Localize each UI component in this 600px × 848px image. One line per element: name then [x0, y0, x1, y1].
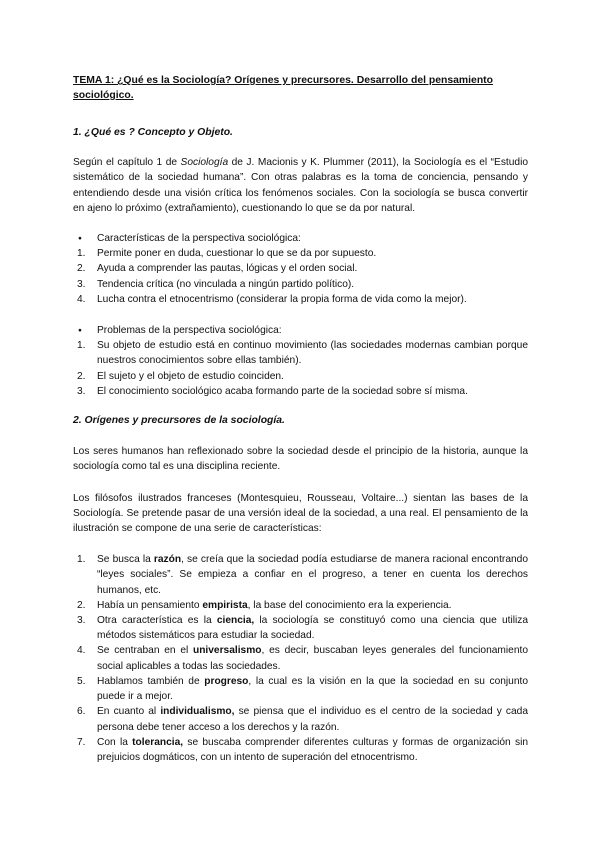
item-text: Tendencia crítica (no vinculada a ningún partido político). [97, 278, 355, 290]
list-item [73, 598, 528, 613]
enlightenment-characteristics-list [73, 552, 528, 765]
item-keyword: universalismo [192, 645, 262, 657]
list-item [73, 384, 528, 399]
item-number: 3. [77, 615, 86, 627]
list-item [73, 552, 528, 598]
book-title: Sociología [180, 157, 229, 169]
item-text-post: , la base del conocimiento era la experiencia. [247, 599, 452, 611]
item-text-pre: Con la [97, 736, 133, 748]
item-text-post: , es decir, buscaban leyes generales del funcionamiento social aplicables a todas las sociedades. [97, 645, 528, 672]
item-keyword: razón [153, 554, 182, 566]
item-text-post: , la cual es la visión en la que la sociedad en su conjunto puede ir a mejor. [97, 675, 528, 703]
item-text-pre: Se centraban en el [97, 645, 193, 657]
list-item [73, 277, 528, 292]
item-text-post: se buscaba comprender diferentes culturas y formas de organización sin prejuicios dogmáticos, con un intento de superación del etnocentrismo. [97, 736, 529, 763]
item-number: 5. [77, 675, 86, 687]
document-content [73, 73, 528, 765]
problems-bullet-list [73, 323, 528, 338]
item-number: 2. [77, 599, 86, 611]
item-text: El sujeto y el objeto de estudio coinciden. [97, 370, 284, 382]
list-item [73, 261, 528, 276]
item-text-pre: Había un pensamiento [97, 599, 203, 611]
item-text: Lucha contra el etnocentrismo (considerar la propia forma de vida como la mejor). [97, 293, 467, 305]
intro-text-c: de J. Macionis y K. Plummer (2011), la Sociología es el “Estudio sistemático de la sociedad humana”. Con otras palabras es la toma de conciencia, pensando y entendiendo desde una visión crítica los fenómenos sociales. Con la sociología se busca convertir en ajeno lo próximo (extrañamiento), cuestionando lo que se da por natural. [73, 157, 529, 214]
item-text-post: , se creía que la sociedad podía estudiarse de manera racional encontrando “leyes sociales”. Se empieza a confiar en el progreso, a tener en cuenta los derechos humanos, etc. [97, 554, 528, 596]
list-item [73, 704, 528, 734]
section-1-heading: 1. ¿Qué es ? Concepto y Objeto. [73, 127, 233, 138]
item-text: Ayuda a comprender las pautas, lógicas y el orden social. [97, 263, 358, 275]
item-text-post: la sociología se constituyó como una ciencia que utiliza métodos sistemáticos para estudiar la sociedad. [97, 615, 528, 642]
list-item [73, 613, 528, 643]
section-2-paragraph-2: Los filósofos ilustrados franceses (Montesquieu, Rousseau, Voltaire...) sientan las bases de la Sociología. Se pretende pasar de una versión ideal de la sociedad, a una real. El pensamiento de la ilustración se compone de una serie de características: [73, 492, 528, 535]
item-text: El conocimiento sociológico acaba formando parte de la sociedad sobre sí misma. [97, 385, 468, 397]
item-keyword: empirista [202, 599, 248, 611]
characteristics-bullet-list [73, 231, 528, 246]
list-item [73, 735, 528, 765]
item-text-pre: En cuanto al [97, 706, 161, 718]
item-keyword: individualismo, [160, 706, 235, 718]
item-number: 6. [77, 706, 86, 718]
item-number: 4. [77, 293, 86, 305]
list-item [73, 369, 528, 384]
item-text: Su objeto de estudio está en continuo movimiento (las sociedades modernas cambian porque nuestros conocimientos sobre ellas también). [97, 340, 528, 367]
item-keyword: progreso [204, 675, 249, 687]
characteristics-bullet: ● Características de la perspectiva sociológica: [73, 231, 528, 246]
item-number: 4. [77, 645, 86, 657]
section-2-paragraph-1: Los seres humanos han reflexionado sobre la sociedad desde el principio de la historia, aunque la sociología como tal es una disciplina reciente. [73, 446, 528, 473]
list-item [73, 643, 528, 673]
section-2-heading: 2. Orígenes y precursores de la sociología. [73, 415, 285, 427]
item-text: Permite poner en duda, cuestionar lo que se da por supuesto. [97, 248, 377, 260]
item-text-post: se piensa que el individuo es el centro de la sociedad y cada persona debe tener acceso a los derechos y la razón. [97, 706, 529, 733]
list-item [73, 292, 528, 307]
item-number: 1. [77, 248, 86, 260]
item-keyword: tolerancia, [132, 736, 184, 748]
item-number: 3. [77, 385, 86, 397]
item-keyword: ciencia, [216, 615, 255, 627]
item-number: 7. [77, 736, 86, 748]
list-item [73, 674, 528, 704]
item-text-pre: Otra característica es la [97, 615, 217, 627]
item-number: 1. [77, 340, 86, 352]
problems-list [73, 338, 528, 399]
document-title: TEMA 1: ¿Qué es la Sociología? Orígenes y precursores. Desarrollo del pensamiento sociológico. [73, 75, 493, 101]
intro-text-a: Según el capítulo 1 de [73, 157, 181, 169]
item-number: 2. [77, 370, 86, 382]
item-number: 3. [77, 278, 86, 290]
item-text-pre: Se busca la [97, 554, 154, 566]
item-number: 2. [77, 263, 86, 275]
list-item [73, 338, 528, 368]
problems-bullet: ● Problemas de la perspectiva sociológica: [73, 323, 528, 338]
item-number: 1. [77, 554, 86, 566]
characteristics-list [73, 246, 528, 307]
section-1-intro [73, 155, 528, 216]
item-text-pre: Hablamos también de [97, 675, 205, 687]
list-item [73, 246, 528, 261]
